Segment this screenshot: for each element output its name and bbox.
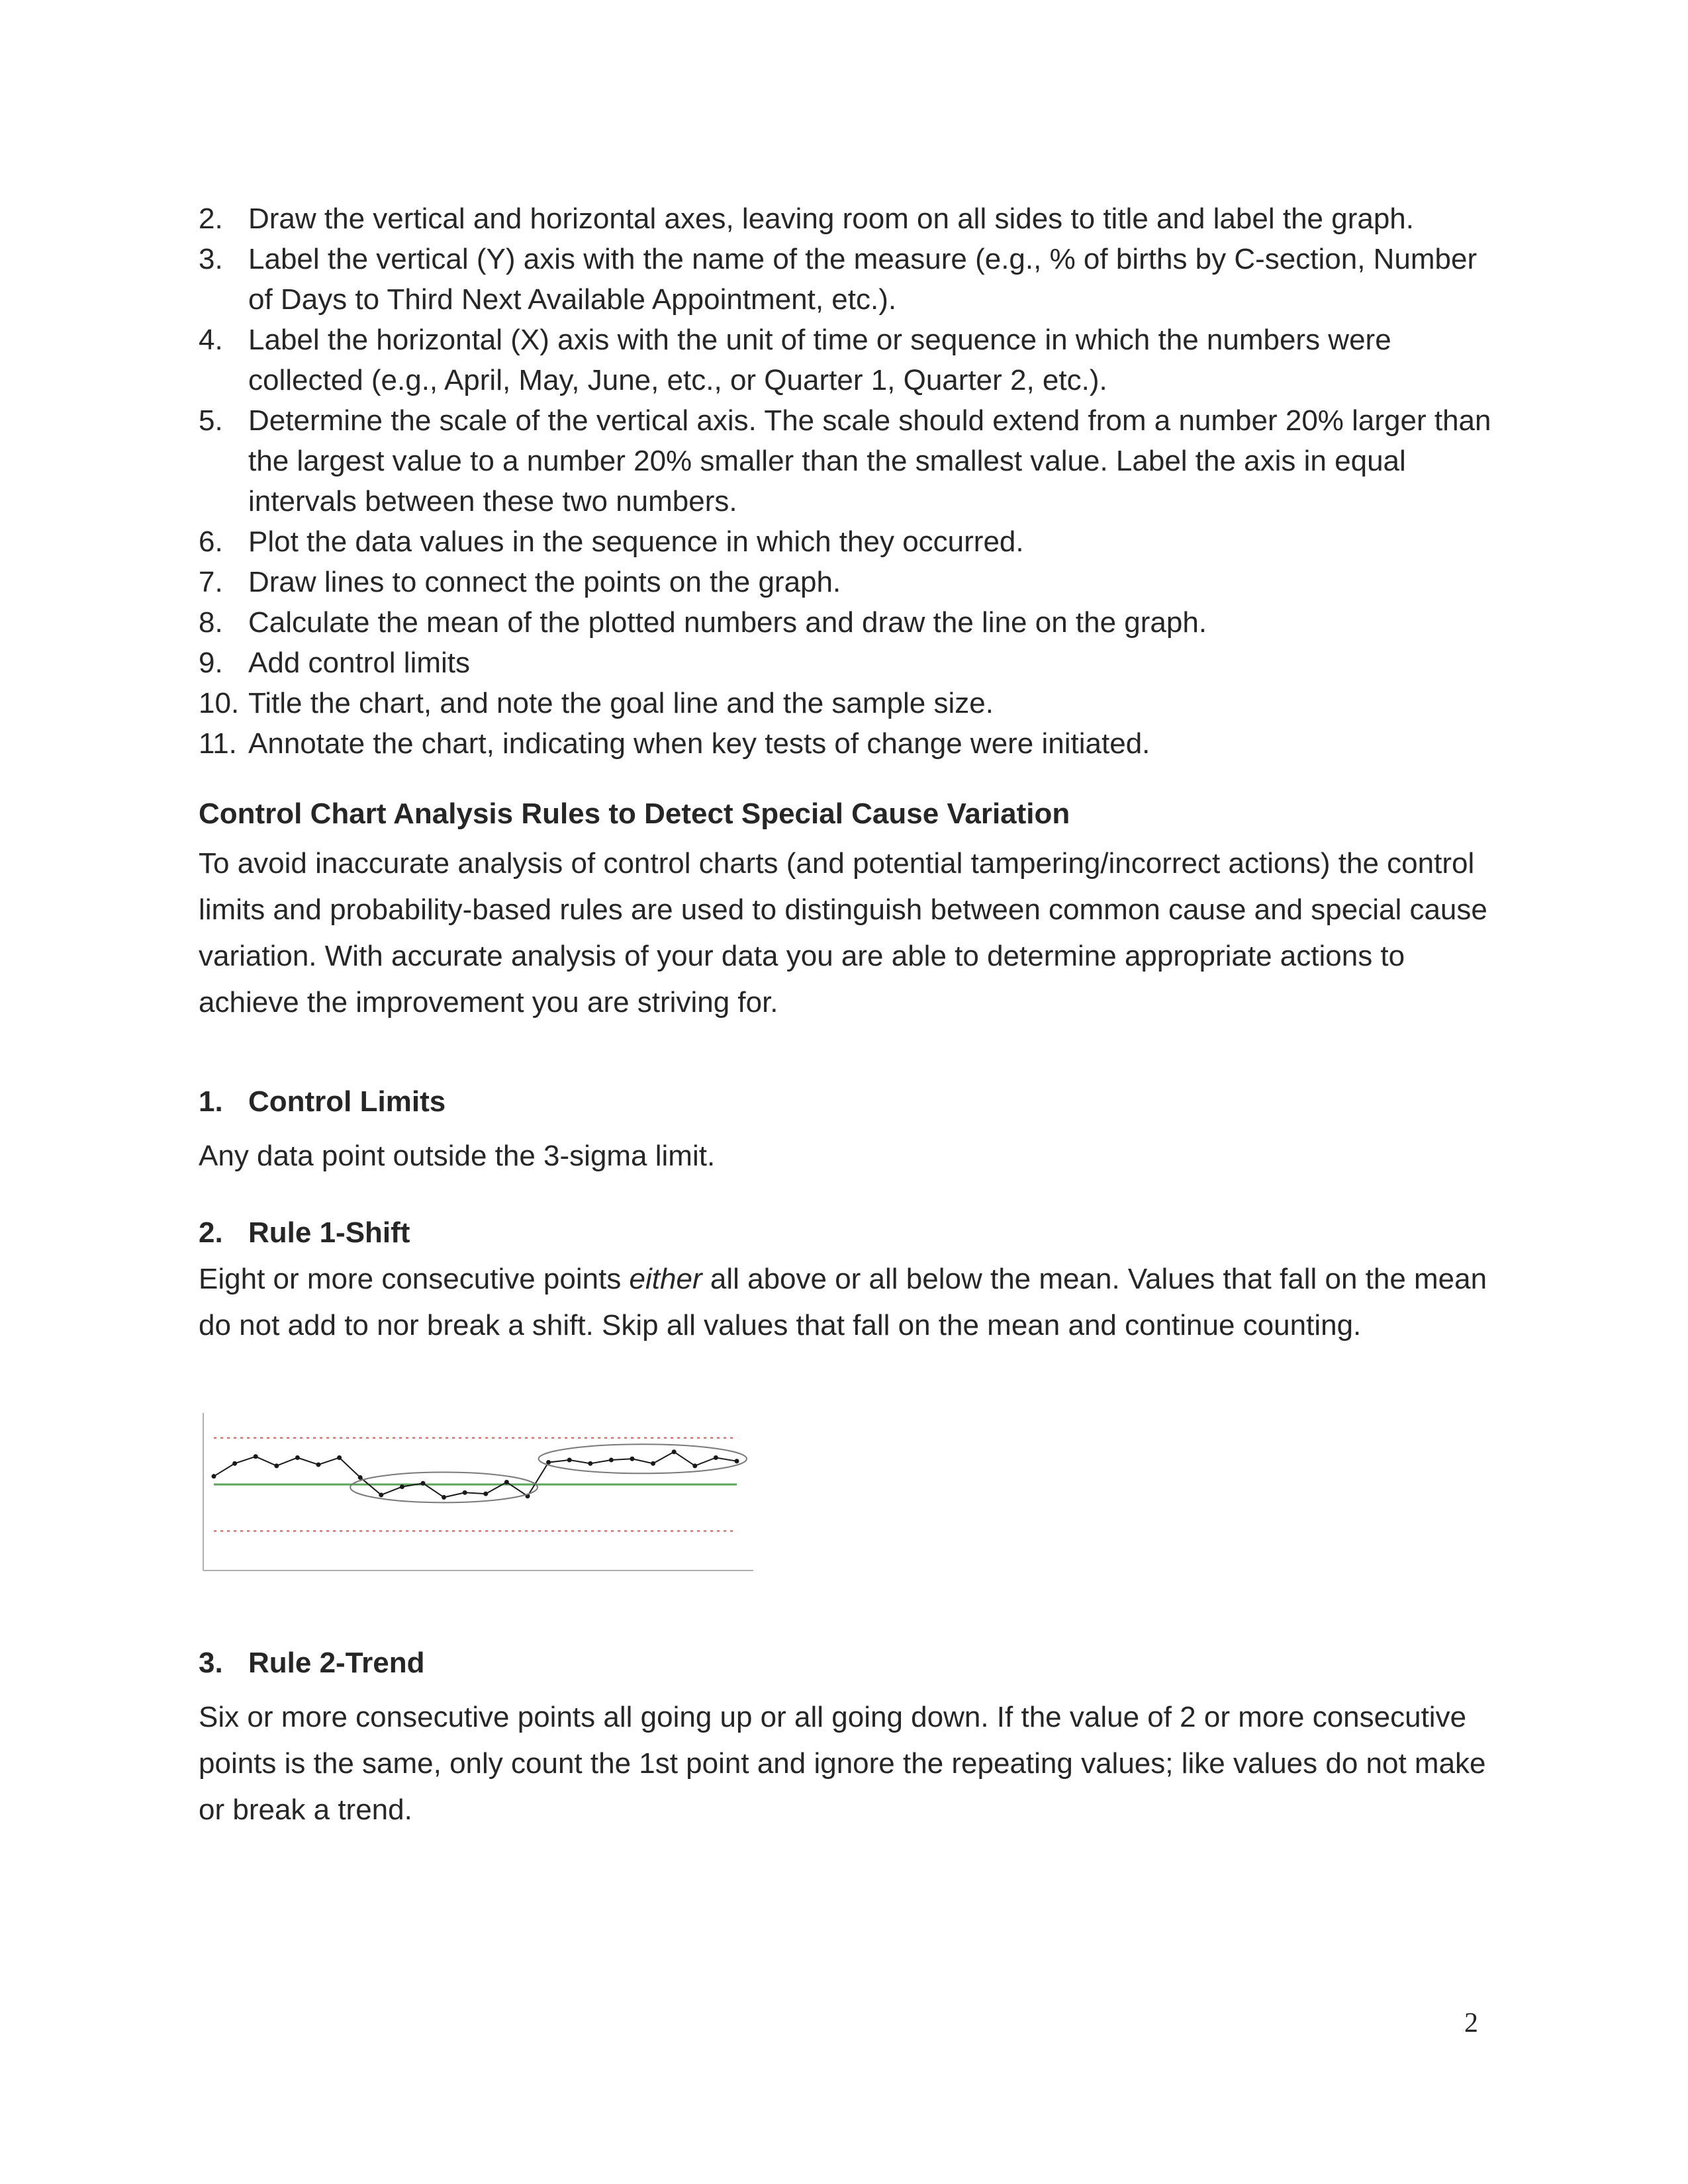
rule-body-shift: Eight or more consecutive points either all above or all below the mean. Values that fall on the mean do not add to nor break a shift. Skip all values that fall on the mean and continue counting. [199,1263,1487,1342]
rule-heading-control-limits: 1. Control Limits [199,1085,446,1118]
data-point [692,1463,697,1468]
data-point [714,1455,718,1460]
list-item: 10. Title the chart, and note the goal line and the sample size. [199,687,994,719]
rule-heading-trend: 3. Rule 2-Trend [199,1647,425,1679]
data-point [442,1495,446,1500]
data-point [358,1475,363,1480]
data-point [483,1492,488,1496]
data-point [232,1461,237,1466]
data-point [400,1484,404,1489]
list-item: 11. Annotate the chart, indicating when key tests of change were initiated. [199,727,1150,760]
data-point [421,1481,426,1486]
rule-heading-shift: 2. Rule 1-Shift [199,1216,410,1249]
series-line [214,1452,737,1498]
shift-example-chart [201,1413,757,1575]
data-point [588,1461,592,1466]
section-intro: To avoid inaccurate analysis of control charts (and potential tampering/incorrect actions) the control limits and probability-based rules are used to distinguish between common cause and special cause variation. With accurate analysis of your data you are able to determine appropriate actions to achieve the improvement you are striving for. [199,847,1487,1019]
data-point [651,1461,655,1466]
data-point [212,1474,216,1479]
data-point [316,1463,321,1467]
data-point [463,1490,467,1495]
data-point [379,1492,383,1497]
data-point [295,1455,300,1460]
page-number: 2 [1464,2008,1478,2038]
data-point [609,1458,614,1463]
list-item: 7. Draw lines to connect the points on the graph. [199,566,841,598]
list-item: 4. Label the horizontal (X) axis with the unit of time or sequence in which the numbers were collected (e.g., April, May, June, etc., or Quarter 1, Quarter 2, etc.). [199,324,1391,396]
data-point [337,1455,342,1460]
list-item: 8. Calculate the mean of the plotted numbers and draw the line on the graph. [199,606,1207,639]
list-item: 6. Plot the data values in the sequence in which they occurred. [199,525,1024,558]
list-item: 2. Draw the vertical and horizontal axes, leaving room on all sides to title and label the graph. [199,203,1414,235]
section-heading: Control Chart Analysis Rules to Detect Special Cause Variation [199,797,1070,830]
list-item: 9. Add control limits [199,647,471,679]
data-point [630,1457,635,1461]
data-point [274,1463,279,1468]
rule-body-control-limits: Any data point outside the 3-sigma limit. [199,1140,716,1172]
rule-body-trend: Six or more consecutive points all going up or all going down. If the value of 2 or more consecutive points is the same, only count the 1st point and ignore the repeating values; like values do not make or break a trend. [199,1701,1486,1826]
data-point [504,1480,509,1484]
list-item: 5. Determine the scale of the vertical axis. The scale should extend from a number 20% larger than the largest value to a number 20% smaller than the smallest value. Label the axis in equal intervals between these two numbers. [199,404,1491,518]
data-point [672,1449,677,1454]
chart-layer [203,1413,753,1570]
list-item: 3. Label the vertical (Y) axis with the name of the measure (e.g., % of births by C-section, Number of Days to Third Next Available Appointment, etc.). [199,243,1477,316]
data-point [254,1454,258,1459]
data-point [567,1458,572,1463]
data-point [735,1459,739,1463]
steps-list [199,199,1496,764]
